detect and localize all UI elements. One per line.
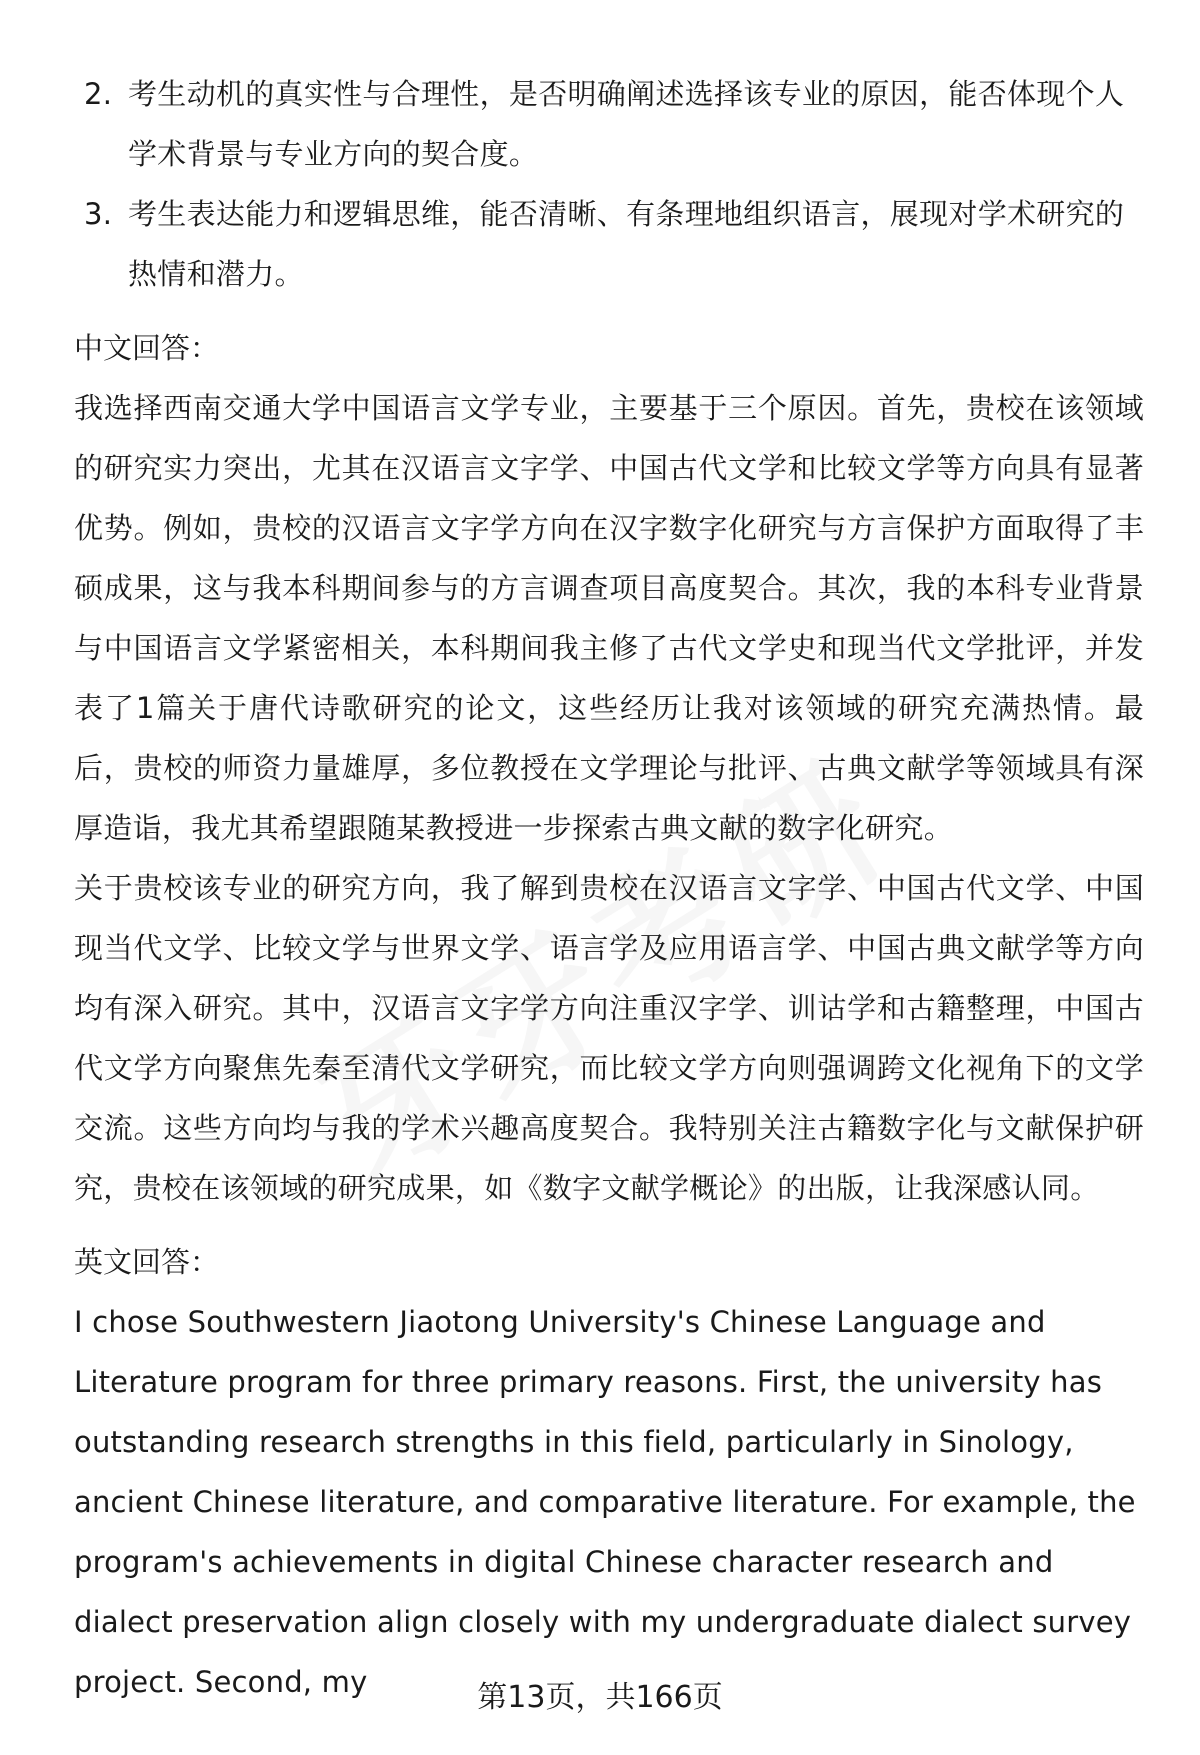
english-answer-paragraph: I chose Southwestern Jiaotong University's Chinese Language and Literature program for three primary reasons. First, the university has outstanding research strengths in this field, particularly in Sinology, ancient Chinese literature, and comparative literature. For example, the program's achievements in digital Chinese character research and dialect preservation align closely with my undergraduate dialect survey project. Second, my: [74, 1305, 1136, 1699]
page-content: [74, 64, 1144, 1712]
list-item-text: 考生表达能力和逻辑思维，能否清晰、有条理地组织语言，展现对学术研究的热情和潜力。: [128, 197, 1125, 291]
chinese-answer-paragraph-2: 关于贵校该专业的研究方向，我了解到贵校在汉语言文字学、中国古代文学、中国现当代文学、比较文学与世界文学、语言学及应用语言学、中国古典文献学等方向均有深入研究。其中，汉语言文字学方向注重汉字学、训诂学和古籍整理，中国古代文学方向聚焦先秦至清代文学研究，而比较文学方向则强调跨文化视角下的文学交流。这些方向均与我的学术兴趣高度契合。我特别关注古籍数字化与文献保护研究，贵校在该领域的研究成果，如《数字文献学概论》的出版，让我深感认同。: [74, 871, 1144, 1205]
criteria-list: [74, 64, 1144, 304]
english-answer-section: [74, 1232, 1144, 1712]
chinese-answer-section: [74, 318, 1144, 1218]
page-number-footer: 第13页，共166页: [477, 1680, 723, 1715]
list-item: [74, 64, 1144, 184]
list-item-text: 考生动机的真实性与合理性，是否明确阐述选择该专业的原因，能否体现个人学术背景与专业方向的契合度。: [128, 77, 1125, 171]
list-item-number: 2.: [84, 77, 113, 111]
section-spacer: [74, 1218, 1144, 1232]
chinese-answer-heading: 中文回答：: [74, 331, 220, 365]
list-item: [74, 184, 1144, 304]
english-answer-heading: 英文回答：: [74, 1245, 220, 1279]
list-item-number: 3.: [84, 197, 113, 231]
chinese-answer-paragraph-1: 我选择西南交通大学中国语言文学专业，主要基于三个原因。首先，贵校在该领域的研究实力突出，尤其在汉语言文字学、中国古代文学和比较文学等方向具有显著优势。例如，贵校的汉语言文字学方向在汉字数字化研究与方言保护方面取得了丰硕成果，这与我本科期间参与的方言调查项目高度契合。其次，我的本科专业背景与中国语言文学紧密相关，本科期间我主修了古代文学史和现当代文学批评，并发表了1篇关于唐代诗歌研究的论文，这些经历让我对该领域的研究充满热情。最后，贵校的师资力量雄厚，多位教授在文学理论与批评、古典文献学等领域具有深厚造诣，我尤其希望跟随某教授进一步探索古典文献的数字化研究。: [74, 391, 1144, 845]
